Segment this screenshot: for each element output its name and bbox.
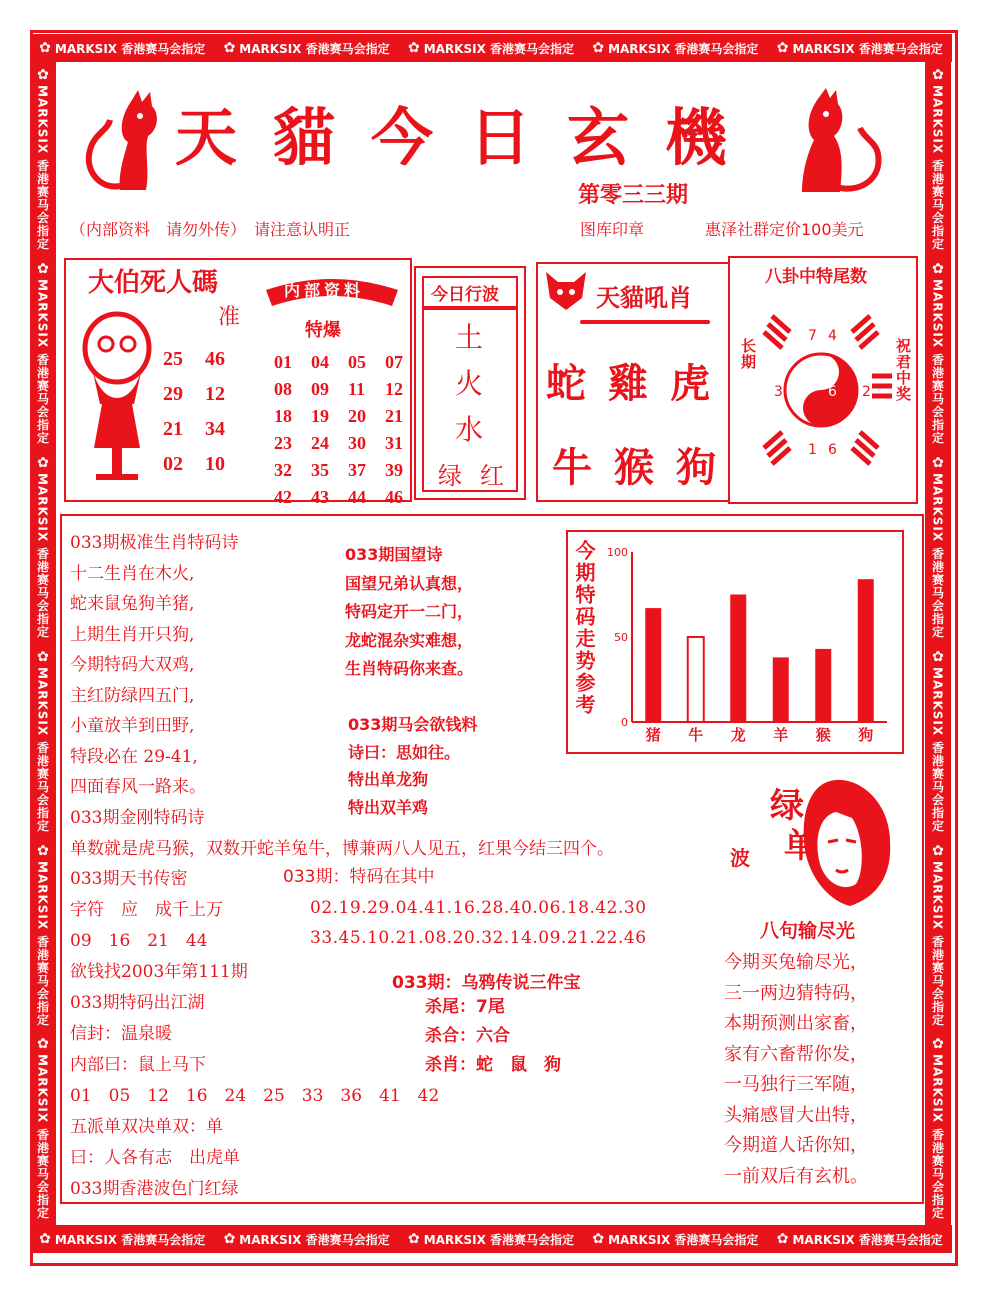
neibu-banner-label: 内部资料 bbox=[284, 281, 365, 300]
svg-text:4: 4 bbox=[828, 328, 837, 344]
border-band-text: MARKSIX 香港赛马会指定 bbox=[608, 41, 759, 56]
neibu-number: 01 bbox=[274, 352, 292, 372]
text-line: 十二生肖在木火, bbox=[70, 563, 195, 584]
text-line: 033期国望诗 bbox=[345, 545, 443, 564]
header-note-stamp: 图库印章 bbox=[580, 220, 645, 239]
flower-icon: ✿ bbox=[37, 842, 49, 859]
text-line: 国望兄弟认真想， bbox=[345, 573, 474, 593]
x-tick-label: 羊 bbox=[773, 726, 789, 744]
neibu-number: 43 bbox=[311, 487, 329, 507]
badge-wave: 波 bbox=[730, 846, 750, 870]
border-band-text: MARKSIX 香港赛马会指定 bbox=[423, 1232, 574, 1247]
border-band-unit bbox=[39, 40, 205, 57]
border-band-unit bbox=[35, 455, 52, 638]
flower-icon: ✿ bbox=[776, 1231, 789, 1247]
bagua-left-text: 长期 bbox=[739, 338, 757, 370]
tema-row-2: 33.45.10.21.08.20.32.14.09.21.22.46 bbox=[310, 928, 647, 948]
neibu-number: 30 bbox=[348, 433, 366, 453]
neibu-number: 32 bbox=[274, 460, 292, 480]
flower-icon: ✿ bbox=[37, 648, 49, 665]
text-line: 头痛感冒大出特， bbox=[724, 1104, 868, 1126]
zodiac-row-2: 牛猴狗 bbox=[552, 444, 738, 491]
neibu-number: 07 bbox=[385, 352, 403, 372]
page-title: 天貓今日玄機 bbox=[175, 101, 764, 174]
border-band-text: MARKSIX 香港赛马会指定 bbox=[35, 472, 50, 639]
svg-text:1: 1 bbox=[808, 442, 817, 458]
neibu-number: 12 bbox=[385, 379, 403, 399]
border-band-text: MARKSIX 香港赛马会指定 bbox=[930, 860, 945, 1026]
wave-color-red: 红 bbox=[480, 462, 504, 490]
wave-color-green: 绿 bbox=[438, 462, 462, 490]
border-band-unit bbox=[408, 1231, 574, 1248]
text-line: 内部曰：鼠上马下 bbox=[70, 1055, 206, 1075]
dabo-number: 12 bbox=[205, 383, 225, 405]
border-band-text: MARKSIX 香港赛马会指定 bbox=[35, 1054, 50, 1220]
border-band-unit bbox=[930, 843, 947, 1026]
flower-icon: ✿ bbox=[592, 40, 605, 56]
neibu-number: 04 bbox=[311, 352, 329, 372]
old-man-illustration bbox=[72, 308, 162, 488]
zodiac-title-underline bbox=[580, 320, 710, 324]
svg-text:3: 3 bbox=[774, 384, 783, 400]
border-band-top bbox=[30, 34, 952, 62]
cat-logo-right bbox=[790, 88, 890, 203]
neibu-number: 05 bbox=[348, 352, 366, 372]
border-band-unit bbox=[35, 261, 52, 444]
border-band-unit bbox=[224, 40, 390, 57]
text-line: 蛇来鼠兔狗羊猪, bbox=[70, 594, 195, 614]
flower-icon: ✿ bbox=[39, 1231, 51, 1247]
bar bbox=[688, 637, 704, 722]
border-band-bottom bbox=[30, 1225, 952, 1253]
cat-logo-left bbox=[80, 90, 170, 200]
dabo-number-grid bbox=[163, 348, 241, 476]
text-line: 033期特码出江湖 bbox=[70, 993, 205, 1013]
header-note-price: 惠泽社群定价100美元 bbox=[705, 220, 864, 239]
dabo-number: 10 bbox=[205, 453, 225, 475]
bagua-yinyang-diagram bbox=[732, 286, 910, 494]
text-line: 特码定开一二门， bbox=[345, 602, 474, 621]
woman-portrait bbox=[740, 772, 900, 912]
y-tick-label: 50 bbox=[614, 631, 628, 644]
text-line: 龙蛇混杂实难想， bbox=[345, 630, 474, 650]
border-band-unit bbox=[930, 261, 947, 444]
text-line: 特段必在 29-41, bbox=[70, 746, 198, 767]
text-line: 特出双羊鸡 bbox=[348, 797, 429, 817]
flower-icon: ✿ bbox=[223, 1231, 236, 1247]
border-band-text: MARKSIX 香港赛马会指定 bbox=[35, 860, 50, 1026]
text-line: 01 05 12 16 24 25 33 36 41 42 bbox=[70, 1086, 440, 1106]
x-tick-label: 牛 bbox=[688, 726, 704, 744]
border-band-unit bbox=[35, 649, 52, 832]
border-band-text: MARKSIX 香港赛马会指定 bbox=[792, 1232, 943, 1247]
bar bbox=[815, 649, 831, 722]
text-line: 小童放羊到田野, bbox=[70, 716, 195, 736]
x-tick-label: 猴 bbox=[815, 726, 831, 744]
text-line: 四面春风一路来。 bbox=[70, 777, 206, 797]
wuya-title: 033期：乌鸦传说三件宝 bbox=[392, 973, 581, 993]
border-band-unit bbox=[930, 67, 947, 250]
border-band-text: MARKSIX 香港赛马会指定 bbox=[35, 666, 50, 833]
text-line: 三一两边猜特码， bbox=[724, 982, 868, 1004]
border-band-unit bbox=[592, 1231, 758, 1248]
border-band-unit bbox=[35, 67, 52, 250]
flower-icon: ✿ bbox=[932, 454, 944, 471]
border-band-unit bbox=[930, 1036, 947, 1219]
svg-text:6: 6 bbox=[828, 384, 837, 400]
text-line: 033期香港波色门红绿 bbox=[70, 1179, 239, 1199]
bagua-title: 八卦中特尾数 bbox=[765, 267, 867, 287]
border-band-right bbox=[925, 62, 951, 1225]
badge-green: 绿 bbox=[770, 786, 804, 826]
border-band-text: MARKSIX 香港赛马会指定 bbox=[54, 41, 206, 56]
left-wide-line: 单数就是虎马猴，双数开蛇羊兔牛，博兼两八人见五，红果今结三四个。 bbox=[70, 839, 614, 859]
border-band-unit bbox=[35, 843, 52, 1026]
flower-icon: ✿ bbox=[407, 40, 420, 56]
text-line: 五派单双决单双：单 bbox=[70, 1117, 223, 1137]
flower-icon: ✿ bbox=[932, 648, 944, 665]
text-line: 今期道人话你知， bbox=[724, 1135, 868, 1156]
dabo-number: 46 bbox=[205, 348, 225, 370]
text-line: 033期天书传密 bbox=[70, 869, 188, 889]
text-line: 字符 应 成千上万 bbox=[70, 900, 223, 920]
border-band-text: MARKSIX 香港赛马会指定 bbox=[35, 279, 50, 445]
x-tick-label: 狗 bbox=[858, 726, 874, 744]
border-band-unit bbox=[777, 40, 943, 57]
border-band-unit bbox=[408, 40, 574, 57]
border-band-text: MARKSIX 香港赛马会指定 bbox=[930, 279, 945, 445]
border-band-unit bbox=[39, 1231, 205, 1248]
neibu-number: 19 bbox=[311, 406, 329, 426]
neibu-number: 46 bbox=[385, 487, 403, 507]
badge-single: 单 bbox=[784, 826, 818, 866]
neibu-number: 42 bbox=[274, 487, 292, 507]
wave-element-2: 火 bbox=[455, 367, 484, 400]
text-line: 本期预测出家畜， bbox=[724, 1013, 868, 1034]
text-line: 杀尾：7尾 bbox=[425, 997, 505, 1017]
neibu-number: 21 bbox=[385, 406, 403, 426]
neibu-number: 18 bbox=[274, 406, 292, 426]
zodiac-title: 天貓吼肖 bbox=[596, 283, 692, 312]
border-band-text: MARKSIX 香港赛马会指定 bbox=[54, 1232, 206, 1247]
neibu-number: 35 bbox=[311, 460, 329, 480]
text-line: 上期生肖开只狗, bbox=[70, 624, 195, 645]
border-band-text: MARKSIX 香港赛马会指定 bbox=[423, 41, 574, 56]
y-tick-label: 0 bbox=[621, 716, 628, 729]
flower-icon: ✿ bbox=[592, 1231, 605, 1247]
dabo-number: 29 bbox=[163, 383, 183, 405]
text-line: 033期极准生肖特码诗 bbox=[70, 533, 239, 553]
bar bbox=[858, 579, 874, 722]
y-tick-label: 100 bbox=[607, 546, 628, 559]
neibu-number: 24 bbox=[311, 433, 329, 453]
text-line: 生肖特码你来查。 bbox=[345, 659, 474, 678]
border-band-unit bbox=[35, 1036, 52, 1219]
flower-icon: ✿ bbox=[37, 454, 49, 471]
flower-icon: ✿ bbox=[223, 40, 236, 56]
chart-title: 今期特码走势参考 bbox=[572, 540, 596, 716]
bar-chart bbox=[600, 540, 895, 750]
bar bbox=[773, 657, 789, 722]
text-line: 主红防绿四五门, bbox=[70, 685, 195, 706]
flower-icon: ✿ bbox=[932, 67, 944, 84]
issue-number: 第零三三期 bbox=[578, 182, 689, 208]
text-line: 信封：温泉暖 bbox=[70, 1024, 172, 1044]
wave-element-3: 水 bbox=[455, 413, 484, 446]
border-band-unit bbox=[224, 1231, 390, 1248]
text-line: 曰：人各有志 出虎单 bbox=[70, 1148, 240, 1168]
svg-text:2: 2 bbox=[862, 384, 871, 400]
border-band-text: MARKSIX 香港赛马会指定 bbox=[792, 41, 943, 56]
flower-icon: ✿ bbox=[932, 1036, 944, 1053]
dabo-number: 34 bbox=[205, 418, 225, 440]
fox-icon bbox=[544, 268, 588, 312]
border-band-unit bbox=[777, 1231, 943, 1248]
svg-text:7: 7 bbox=[808, 328, 817, 344]
dabo-title: 大伯死人碼 bbox=[88, 268, 219, 298]
text-line: 欲钱找2003年第111期 bbox=[70, 962, 248, 982]
text-line: 033期马会欲钱料 bbox=[348, 715, 478, 734]
x-tick-label: 猪 bbox=[645, 726, 661, 744]
border-band-text: MARKSIX 香港赛马会指定 bbox=[930, 666, 945, 833]
text-line: 诗曰：思如往。 bbox=[348, 742, 461, 762]
text-line: 一马独行三军随， bbox=[724, 1074, 868, 1095]
border-band-text: MARKSIX 香港赛马会指定 bbox=[930, 85, 945, 251]
text-line: 特出单龙狗 bbox=[348, 770, 429, 789]
text-line: 家有六畜帮你发， bbox=[724, 1043, 868, 1065]
svg-text:6: 6 bbox=[828, 442, 837, 458]
border-band-text: MARKSIX 香港赛马会指定 bbox=[239, 41, 390, 56]
text-line: 今期特码大双鸡, bbox=[70, 655, 195, 675]
neibu-number: 39 bbox=[385, 460, 403, 480]
flower-icon: ✿ bbox=[37, 1036, 49, 1053]
neibu-number-grid bbox=[274, 352, 417, 508]
dabo-number: 02 bbox=[163, 453, 183, 475]
wave-title: 今日行波 bbox=[431, 285, 499, 305]
dabo-number: 25 bbox=[163, 348, 183, 370]
border-band-left bbox=[30, 62, 56, 1225]
tema-row-1: 02.19.29.04.41.16.28.40.06.18.42.30 bbox=[310, 898, 647, 918]
text-line: 09 16 21 44 bbox=[70, 931, 208, 951]
flower-icon: ✿ bbox=[932, 842, 944, 859]
poem-right-title: 八句输尽光 bbox=[760, 920, 856, 942]
border-band-text: MARKSIX 香港赛马会指定 bbox=[608, 1232, 759, 1247]
text-line: 一前双后有玄机。 bbox=[724, 1165, 868, 1187]
neibu-banner bbox=[262, 272, 402, 312]
text-line: 杀合：六合 bbox=[425, 1026, 510, 1046]
bar bbox=[730, 595, 746, 723]
dabo-tag: 准 bbox=[218, 305, 241, 330]
border-band-text: MARKSIX 香港赛马会指定 bbox=[930, 1054, 945, 1220]
bar bbox=[645, 608, 661, 722]
neibu-number: 37 bbox=[348, 460, 366, 480]
text-line: 杀肖：蛇 鼠 狗 bbox=[425, 1055, 561, 1075]
border-band-unit bbox=[930, 649, 947, 832]
text-line: 033期金刚特码诗 bbox=[70, 807, 205, 828]
flower-icon: ✿ bbox=[37, 261, 49, 278]
flower-icon: ✿ bbox=[776, 40, 789, 56]
neibu-number: 20 bbox=[348, 406, 366, 426]
neibu-number: 08 bbox=[274, 379, 292, 399]
border-band-text: MARKSIX 香港赛马会指定 bbox=[930, 472, 945, 639]
neibu-number: 09 bbox=[311, 379, 329, 399]
border-band-text: MARKSIX 香港赛马会指定 bbox=[239, 1232, 390, 1247]
flower-icon: ✿ bbox=[39, 40, 51, 56]
border-band-unit bbox=[592, 40, 758, 57]
flower-icon: ✿ bbox=[37, 67, 49, 84]
flower-icon: ✿ bbox=[407, 1231, 420, 1247]
zodiac-row-1: 蛇雞虎 bbox=[546, 360, 732, 407]
text-line: 今期买兔输尽光， bbox=[724, 952, 868, 973]
wave-element-1: 土 bbox=[455, 321, 484, 354]
flower-icon: ✿ bbox=[932, 261, 944, 278]
header-note-left: （内部资料 请勿外传） 请注意认明正 bbox=[70, 220, 351, 239]
neibu-number: 44 bbox=[348, 487, 366, 507]
dabo-number: 21 bbox=[163, 418, 183, 440]
neibu-number: 11 bbox=[348, 379, 366, 399]
tema-title: 033期：特码在其中 bbox=[283, 867, 435, 887]
border-band-unit bbox=[930, 455, 947, 638]
neibu-sub: 特爆 bbox=[305, 320, 341, 341]
border-band-text: MARKSIX 香港赛马会指定 bbox=[35, 85, 50, 251]
neibu-number: 31 bbox=[385, 433, 403, 453]
neibu-number: 23 bbox=[274, 433, 292, 453]
bagua-right-text: 祝君中奖 bbox=[894, 338, 912, 402]
x-tick-label: 龙 bbox=[730, 726, 746, 744]
